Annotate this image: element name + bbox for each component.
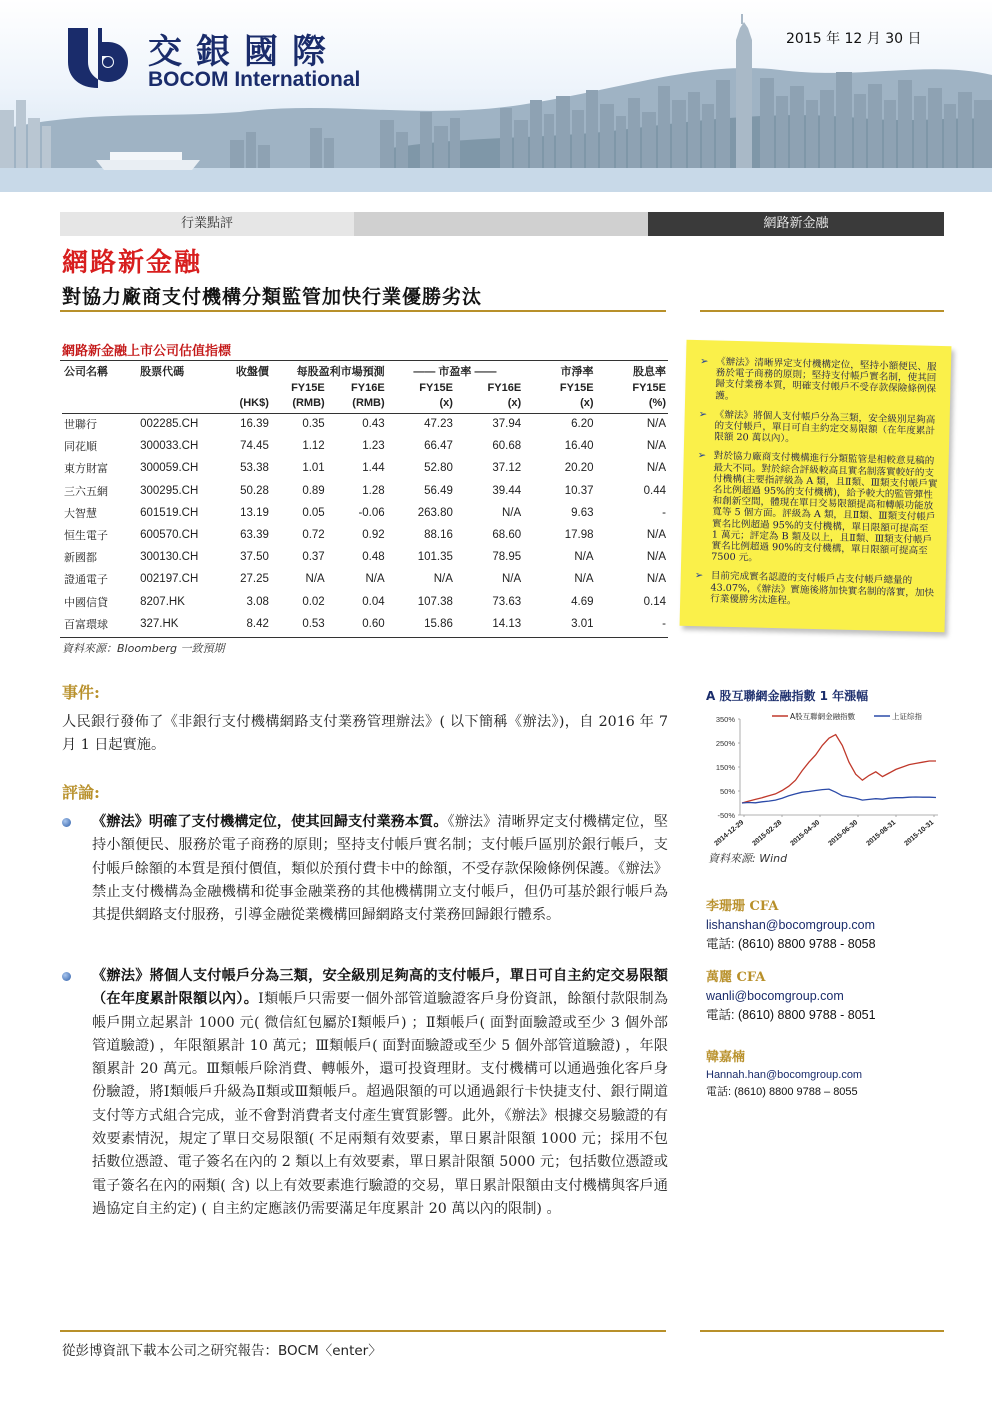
company-name-cell: 同花順 <box>64 440 97 454</box>
col-code: 股票代碼 <box>140 365 185 378</box>
company-name-cell: 新國都 <box>64 551 97 565</box>
logo-chinese-name: 交銀國際 <box>148 32 340 72</box>
col-unit: (RMB) <box>327 396 387 413</box>
valuation-table <box>62 362 668 635</box>
value-cell: 63.39 <box>240 529 269 542</box>
value-cell: N/A <box>502 506 522 519</box>
value-cell: 60.68 <box>492 440 522 453</box>
table-caption: 網路新金融上市公司估值指標 <box>62 344 232 359</box>
footer-bloomberg-note: 從彭博資訊下載本公司之研究報告：BOCM〈enter〉 <box>62 1343 382 1359</box>
analyst-name: 李珊珊 CFA <box>706 899 779 914</box>
table-header-row <box>62 396 668 413</box>
company-name-cell: 中國信貸 <box>64 595 108 609</box>
value-cell: 20.20 <box>564 462 594 475</box>
value-cell: 4.69 <box>571 595 594 608</box>
company-name-cell: 證通電子 <box>64 573 108 587</box>
logo-english-name: BOCOM International <box>148 68 361 91</box>
value-cell: 10.37 <box>564 484 594 497</box>
note-point: ➢ 《辦法》將個人支付帳戶分為三類，安全級別足夠高的支付帳戶，單日可自主約定交易限額（在年度累計限額 20 萬以內）。 <box>698 408 936 445</box>
value-cell: 8.42 <box>246 617 269 630</box>
index-performance-chart <box>706 705 944 848</box>
comment-heading: 評論: <box>62 783 100 802</box>
report-date: 2015 年 12 月 30 日 <box>786 31 922 47</box>
value-cell: N/A <box>502 573 522 586</box>
legend-label: A股互聯網金融指數 <box>790 712 856 721</box>
value-cell: 0.53 <box>302 617 325 630</box>
table-row <box>62 568 668 590</box>
value-cell: N/A <box>646 573 666 586</box>
value-cell: 16.40 <box>564 440 594 453</box>
note-point: ➢ 對於協力廠商支付機構進行分類監管是相較意見稿的最大不同。對於綜合評級較高且實名制落實較好的支付機構(主要指評級為 A 類，且Ⅱ類、Ⅲ類支付帳戶實名比例超過 95%的支付機構)，給予較大的監管彈性和創新空間，體現在單日交易限額提高和轉帳功能放寬等 5 個方面。評級為 A 類，且Ⅱ類、Ⅲ類支付帳戶實名比例超過 95%的支付機構，單日限額可提高至 1 萬元；評定為 B 類及以上，且Ⅱ類、Ⅲ類支付帳戶實名比例超過 90%的支付機構，單日限額可提高至 7500 元。 <box>697 450 938 564</box>
value-cell: 78.95 <box>492 551 522 564</box>
ticker-cell: 300295.CH <box>140 484 199 497</box>
analyst-name: 韓嘉楠 <box>706 1050 746 1065</box>
header-banner <box>0 0 992 192</box>
value-cell: 27.25 <box>240 573 269 586</box>
point-2-lead: 《辦法》將個人支付帳戶分為三類，安全級別足夠高的支付帳戶，單日可自主約定交易限額（在年度累計限額以內）。 <box>92 968 668 1008</box>
table-row <box>62 480 668 502</box>
ticker-cell: 8207.HK <box>140 595 185 608</box>
value-cell: 3.01 <box>571 617 594 630</box>
y-tick-label: 350% <box>715 715 735 724</box>
value-cell: - <box>662 617 666 630</box>
bullet-icon <box>62 972 71 981</box>
company-name-cell: 世聯行 <box>64 418 97 432</box>
value-cell: N/A <box>433 573 453 586</box>
table-source: 資料來源：Bloomberg 一致預期 <box>62 642 225 655</box>
col-pb: 市淨率 <box>560 365 594 378</box>
value-cell: 14.13 <box>492 617 522 630</box>
value-cell: 1.01 <box>302 462 325 475</box>
value-cell: -0.06 <box>358 506 385 519</box>
report-type-label: 行業點評 <box>60 212 354 236</box>
value-cell: 1.44 <box>362 462 385 475</box>
arrow-bullet-icon: ➢ <box>694 570 704 582</box>
value-cell: 56.49 <box>424 484 453 497</box>
value-cell: N/A <box>574 573 594 586</box>
value-cell: 0.43 <box>362 418 385 431</box>
series-line-2 <box>742 789 936 803</box>
x-tick-label: 2015-08-31 <box>865 819 898 848</box>
title-divider-right <box>700 310 944 312</box>
ticker-cell: 002197.CH <box>140 573 199 586</box>
analyst-phone: 電話: (8610) 8800 9788 - 8051 <box>706 1008 876 1022</box>
company-name-cell: 恒生電子 <box>64 529 108 543</box>
value-cell: 0.02 <box>302 595 325 608</box>
value-cell: 52.80 <box>424 462 453 475</box>
table-row <box>62 546 668 568</box>
value-cell: 74.45 <box>240 440 269 453</box>
analyst-email[interactable]: Hannah.han@bocomgroup.com <box>706 1069 863 1081</box>
analyst-email[interactable]: wanli@bocomgroup.com <box>706 989 844 1003</box>
col-year: FY15E <box>632 381 666 394</box>
ticker-cell: 600570.CH <box>140 529 199 542</box>
col-year: FY15E <box>559 381 594 394</box>
series-line-1 <box>742 735 936 803</box>
value-cell: 66.47 <box>424 440 453 453</box>
value-cell: 0.05 <box>302 506 325 519</box>
value-cell: 50.28 <box>240 484 269 497</box>
col-year: FY16E <box>351 381 385 394</box>
value-cell: 53.38 <box>240 462 269 475</box>
title-divider <box>60 310 666 312</box>
ticker-cell: 300033.CH <box>140 440 199 453</box>
col-unit: (x) <box>455 396 523 413</box>
value-cell: N/A <box>646 440 666 453</box>
footer-divider <box>60 1330 666 1332</box>
bocom-logo-icon <box>62 22 134 92</box>
value-cell: N/A <box>646 462 666 475</box>
ticker-cell: 327.HK <box>140 617 179 630</box>
arrow-bullet-icon: ➢ <box>699 356 709 368</box>
y-tick-label: 250% <box>715 739 735 748</box>
value-cell: 0.48 <box>362 551 385 564</box>
table-row <box>62 457 668 479</box>
table-row <box>62 524 668 546</box>
point-2-body: Ⅰ類帳戶只需要一個外部管道驗證客戶身份資訊，餘額付款限制為帳戶開立起累計 1000 元( 微信紅包屬於Ⅰ類帳戶) ；Ⅱ類帳戶( 面對面驗證或至少 3 個外部管道驗證) ，年限額累計 10 萬元；Ⅲ類帳戶( 面對面驗證或至少 5 個外部管道驗證) ，年限額累計 20 萬元。Ⅲ類帳戶除消費、轉帳外，還可投資理財。支付機構可以通過強化客戶身份驗證，將Ⅰ類帳戶升級為Ⅱ類或Ⅲ類帳戶。超過限額的可以通過銀行卡快捷支付、銀行閘道支付等方式組合完成，並不會對消費者支付產生實質影響。此外，《辦法》根據交易驗證的有效要素情況，規定了單日交易限額( 不足兩類有效要素，單日累計限額 1000 元；採用不包括數位憑證、電子簽名在內的 2 類以上有效要素，單日累計限額 5000 元；包括數位憑證或電子簽名在內的兩類( 含) 以上有效要素進行驗證的交易，單日累計限額由支付機構與客戶通過協定自主約定) ( 自主約定應該仍需要滿足年度累計 20 萬以內的限制) 。 <box>92 991 669 1217</box>
col-dy: 股息率 <box>633 365 666 378</box>
sector-label: 網路新金融 <box>648 212 944 236</box>
value-cell: N/A <box>574 551 594 564</box>
table-row <box>62 413 668 435</box>
value-cell: 0.60 <box>362 617 385 630</box>
comment-point-2 <box>92 965 668 1221</box>
value-cell: N/A <box>646 418 666 431</box>
value-cell: 13.19 <box>240 506 269 519</box>
value-cell: 9.63 <box>571 506 594 519</box>
analyst-card <box>706 895 876 952</box>
arrow-bullet-icon: ➢ <box>697 450 707 462</box>
col-close: 收盤價 <box>235 365 269 378</box>
value-cell: 3.08 <box>246 595 269 608</box>
footer-divider-right <box>700 1330 944 1332</box>
value-cell: N/A <box>646 551 666 564</box>
col-unit: (%) <box>596 396 668 413</box>
x-tick-label: 2015-06-30 <box>827 819 860 848</box>
y-tick-label: 150% <box>715 763 735 772</box>
value-cell: 6.20 <box>571 418 594 431</box>
value-cell: N/A <box>646 529 666 542</box>
x-tick-label: 2015-02-28 <box>751 819 784 848</box>
value-cell: 1.23 <box>362 440 385 453</box>
bullet-icon <box>62 818 71 827</box>
table-header-row <box>62 362 668 379</box>
col-unit: (x) <box>523 396 595 413</box>
x-tick-label: 2014-12-29 <box>713 819 746 848</box>
value-cell: 263.80 <box>417 506 453 519</box>
value-cell: 0.89 <box>302 484 325 497</box>
table-top-rule <box>60 360 668 361</box>
event-text: 人民銀行發佈了《非銀行支付機構網路支付業務管理辦法》( 以下簡稱《辦法》)，自 2016 年 7 月 1 日起實施。 <box>62 714 668 754</box>
company-name-cell: 三六五網 <box>64 484 108 498</box>
comment-point-1 <box>92 811 668 927</box>
note-point: ➢ 《辦法》清晰界定支付機構定位，堅持小額便民、服務於電子商務的原則；堅持支付帳戶實名制，使其回歸支付業務本質，明確支付帳戶不受存款保險條例保護。 <box>699 356 937 402</box>
value-cell: 1.28 <box>362 484 385 497</box>
analyst-card <box>706 966 876 1023</box>
company-name-cell: 百富環球 <box>64 617 108 631</box>
y-tick-label: -50% <box>717 811 735 820</box>
value-cell: 101.35 <box>417 551 453 564</box>
value-cell: N/A <box>365 573 385 586</box>
col-unit: (HK$) <box>219 396 271 413</box>
value-cell: 37.50 <box>240 551 269 564</box>
value-cell: 0.14 <box>643 595 666 608</box>
ticker-cell: 002285.CH <box>140 418 199 431</box>
col-eps: 每股盈利市場預測 <box>296 365 385 378</box>
value-cell: 16.39 <box>240 418 269 431</box>
value-cell: N/A <box>305 573 325 586</box>
value-cell: 15.86 <box>424 617 453 630</box>
value-cell: 0.35 <box>302 418 325 431</box>
value-cell: 37.94 <box>492 418 522 431</box>
report-title: 網路新金融 <box>62 248 203 278</box>
col-year: FY15E <box>291 381 325 394</box>
value-cell: 73.63 <box>492 595 522 608</box>
ticker-cell: 300059.CH <box>140 462 199 475</box>
value-cell: 0.44 <box>643 484 666 497</box>
chart-source: 資料來源: Wind <box>708 852 788 865</box>
col-unit: (x) <box>387 396 455 413</box>
ticker-cell: 300130.CH <box>140 551 199 564</box>
analyst-email[interactable]: lishanshan@bocomgroup.com <box>706 918 876 932</box>
value-cell: - <box>662 506 666 519</box>
report-subtitle: 對協力廠商支付機構分類監管加快行業優勝劣汰 <box>62 286 483 308</box>
legend-label: 上证综指 <box>892 712 922 721</box>
event-heading: 事件: <box>62 683 100 702</box>
value-cell: 0.72 <box>302 529 325 542</box>
value-cell: 0.92 <box>362 529 385 542</box>
value-cell: 37.12 <box>492 462 522 475</box>
col-unit: (RMB) <box>271 396 327 413</box>
value-cell: 39.44 <box>492 484 522 497</box>
table-row <box>62 435 668 457</box>
x-tick-label: 2015-10-31 <box>903 819 936 848</box>
arrow-bullet-icon: ➢ <box>698 408 708 421</box>
table-header-row <box>62 379 668 396</box>
chart-title: A 股互聯網金融指數 1 年漲幅 <box>706 689 869 703</box>
analyst-phone: 電話: (8610) 8800 9788 - 8058 <box>706 937 876 951</box>
value-cell: 1.12 <box>302 440 325 453</box>
key-points-note <box>680 340 952 632</box>
value-cell: 88.16 <box>424 529 453 542</box>
table-bottom-rule <box>60 637 668 638</box>
value-cell: 47.23 <box>424 418 453 431</box>
y-tick-label: 50% <box>719 787 735 796</box>
company-name-cell: 大智慧 <box>64 506 97 520</box>
company-name-cell: 東方財富 <box>64 462 108 476</box>
value-cell: 68.60 <box>492 529 522 542</box>
table-row <box>62 591 668 613</box>
category-bar-spacer <box>354 212 648 236</box>
value-cell: 0.04 <box>362 595 385 608</box>
table-row <box>62 502 668 524</box>
value-cell: 0.37 <box>302 551 325 564</box>
ticker-cell: 601519.CH <box>140 506 199 519</box>
point-1-body: 《辦法》清晰界定支付機構定位，堅持小額便民、服務於電子商務的原則；堅持支付帳戶實名制；支付帳戶區別於銀行帳戶，支付帳戶餘額的本質是預付價值，類似於預付費卡中的餘額，不受存款保險條例保護。《辦法》禁止支付機構為金融機構和從事金融業務的其他機構開立支付帳戶，但仍可基於銀行帳戶為其提供網路支付服務，引導金融從業機構回歸網路支付業務回歸銀行體系。 <box>92 814 668 924</box>
point-1-lead: 《辦法》明確了支付機構定位，使其回歸支付業務本質。 <box>92 814 448 830</box>
analyst-phone: 電話: (8610) 8800 9788 – 8055 <box>706 1086 858 1098</box>
analyst-name: 萬麗 CFA <box>706 970 766 985</box>
col-pe: —— 市盈率 —— <box>413 365 497 378</box>
table-row <box>62 613 668 635</box>
col-year: FY15E <box>419 381 453 394</box>
value-cell: 107.38 <box>417 595 453 608</box>
value-cell: 17.98 <box>564 529 594 542</box>
x-tick-label: 2015-04-30 <box>789 819 822 848</box>
note-point: ➢ 目前完成實名認證的支付帳戶占支付帳戶總量的 43.07%，《辦法》實施後將加快實名制的落實，加快行業優勝劣汰進程。 <box>694 570 935 607</box>
col-year: FY16E <box>487 381 522 394</box>
col-company: 公司名稱 <box>64 365 108 378</box>
analyst-card <box>706 1046 862 1099</box>
